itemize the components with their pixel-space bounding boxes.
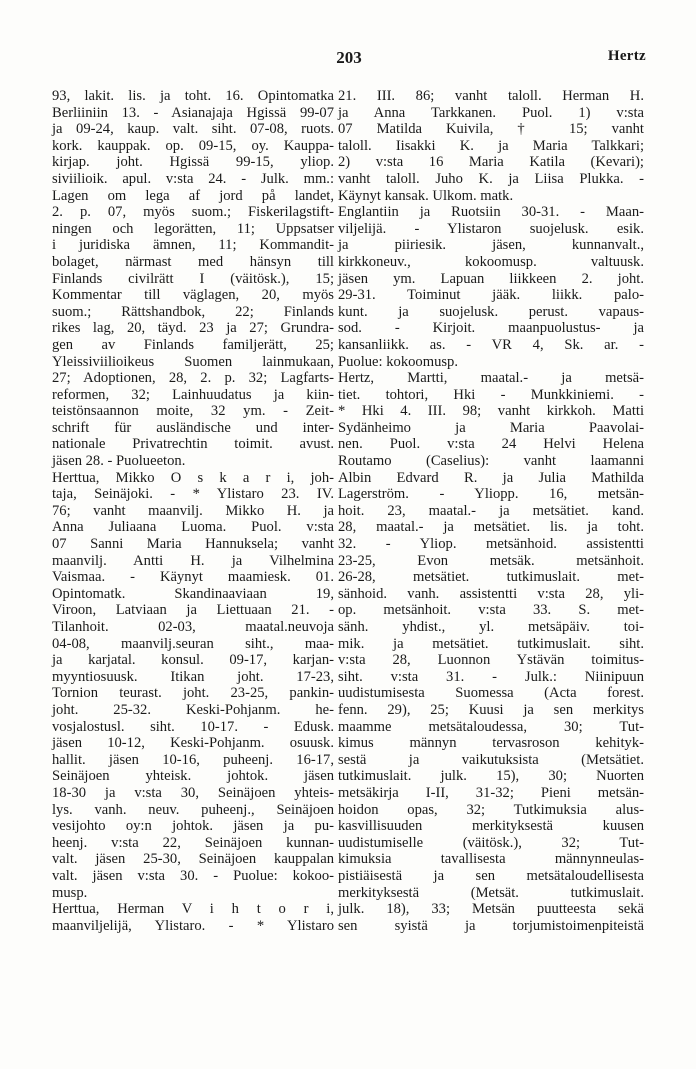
text-line: 2. p. 07, myös suom.; Fiskerilagstift- xyxy=(52,204,334,221)
text-line: Englantiin ja Ruotsiin 30-31. - Maan- xyxy=(338,204,644,221)
text-line: Opintomatk. Skandinaaviaan 19, xyxy=(52,585,334,602)
left-text-column xyxy=(52,88,334,934)
text-line: * Hki 4. III. 98; vanht kirkkoh. Matti xyxy=(338,403,644,420)
text-line: Tilanhoit. 02-03, maatal.neuvoja xyxy=(52,619,334,635)
text-line: v:sta 28, Luonnon Ystävän toimitus- xyxy=(338,652,644,669)
text-line: sänhoid. vanh. assistentti v:sta 28, yli- xyxy=(338,585,644,602)
text-line: Kommentar till väglagen, 20, myös xyxy=(52,287,334,304)
text-line: sen syistä ja torjumistoimenpiteistä xyxy=(338,917,644,934)
text-line: ja Anna Tarkkanen. Puol. 1) v:sta xyxy=(338,104,644,121)
text-line: sestä ja vaikutuksista (Metsätiet. xyxy=(338,751,644,768)
text-line: vanht taloll. Juho K. ja Liisa Plukka. - xyxy=(338,170,644,187)
text-line: kunt. ja suojelusk. perust. vapaus- xyxy=(338,303,644,320)
text-line: Tornion teurast. joht. 23-25, pankin- xyxy=(52,685,334,702)
text-line: Sydänheimo ja Maria Paavolai- xyxy=(338,419,644,436)
text-line: 07 Matilda Kuivila, † 15; vanht xyxy=(338,121,644,138)
text-line: viljelijä. - Ylistaron suojelusk. esik. xyxy=(338,220,644,237)
text-line: vesijohto oy:n johtok. jäsen ja pu- xyxy=(52,818,334,835)
text-line: kansanliikk. as. - VR 4, Sk. ar. - xyxy=(338,336,644,353)
text-line: Finlands civilrätt I (väitösk.), 15; xyxy=(52,270,334,287)
text-line: rikes lag, 20, täyd. 23 ja 27; Grundra- xyxy=(52,320,334,337)
text-line: valt. jäsen 25-30, Seinäjoen kauppalan xyxy=(52,851,334,868)
text-line: reformen, 32; Lainhuudatus ja kiin- xyxy=(52,386,334,403)
text-line: schrift für ausländische und inter- xyxy=(52,419,334,436)
text-line: kasvillisuuden merkityksestä kuusen xyxy=(338,818,644,835)
right-text-column xyxy=(338,88,644,934)
text-line: kork. kauppak. op. 09-15, oy. Kauppa- xyxy=(52,137,334,154)
text-line: myyntiosuusk. Itikan joht. 17-23, xyxy=(52,668,334,685)
text-line: uudistumiselle (väitösk.), 32; Tut- xyxy=(338,834,644,851)
text-line: maamme metsätaloudessa, 30; Tut- xyxy=(338,718,644,735)
text-line: ja karjatal. konsul. 09-17, karjan- xyxy=(52,652,334,669)
text-line: hallit. jäsen 10-16, puheenj. 16-17, xyxy=(52,751,334,768)
text-line: taja, Seinäjoki. - * Ylistaro 23. IV. xyxy=(52,486,334,503)
text-line: heenj. v:sta 22, Seinäjoen kunnan- xyxy=(52,834,334,851)
text-line: ja piiriesik. jäsen, kunnanvalt., xyxy=(338,237,644,254)
text-line: Puolue: kokoomusp. xyxy=(338,353,458,370)
text-line: Lagerström. - Yliopp. 16, metsän- xyxy=(338,486,644,503)
text-line: tutkimuslait. julk. 15), 30; Nuorten xyxy=(338,768,644,785)
text-line: 29-31. Toiminut jääk. liikk. palo- xyxy=(338,287,644,304)
text-line: lys. vanh. neuv. puheenj., Seinäjoen xyxy=(52,801,334,818)
text-line: Lagen om lega af jord på landet, xyxy=(52,187,334,204)
text-line: 18-30 ja v:sta 30, Seinäjoen yhteis- xyxy=(52,784,334,801)
text-line: 32. - Yliop. metsänhoid. assistentti xyxy=(338,536,644,553)
text-line: 27; Adoptionen, 28, 2. p. 32; Lagfarts- xyxy=(52,370,334,387)
page-header xyxy=(52,48,646,72)
text-line: 28, maatal.- ja metsätiet. lis. ja toht. xyxy=(338,519,644,536)
text-line: mik. ja metsätiet. tutkimuslait. siht. xyxy=(338,635,644,652)
text-line: julk. 18), 33; Metsän puutteesta sekä xyxy=(338,901,644,918)
text-line: hoidon opas, 32; Tutkimuksia alus- xyxy=(338,801,644,818)
text-line: fenn. 29), 25; Kuusi ja sen merkitys xyxy=(338,701,644,718)
text-line: Vaismaa. - Käynyt maamiesk. 01. xyxy=(52,569,334,586)
text-line: kirjap. joht. Hgissä 99-15, yliop. xyxy=(52,154,334,171)
text-line: jäsen ym. Lapuan liikkeen 2. joht. xyxy=(338,270,644,287)
text-line: teistönsaannon moite, 32 ym. - Zeit- xyxy=(52,403,334,420)
text-line: ningen och legorätten, 11; Uppsatser xyxy=(52,220,334,237)
text-line: merkityksestä (Metsät. tutkimuslait. xyxy=(338,884,644,901)
text-line: op. metsänhoit. v:sta 33. S. met- xyxy=(338,602,644,619)
text-line: musp. xyxy=(52,884,88,901)
text-line: Yleissiviilioikeus Suomen lainmukaan, xyxy=(52,353,334,370)
text-line: maanviljelijä, Ylistaro. - * Ylistaro xyxy=(52,917,334,934)
text-line: Herttua, Mikko O s k a r i, joh- xyxy=(52,469,334,486)
text-line: sänh. yhdist., yl. metsäpäiv. toi- xyxy=(338,619,644,635)
text-line: joht. 25-32. Keski-Pohjanm. he- xyxy=(52,701,334,718)
text-line: 04-08, maanvilj.seuran siht., maa- xyxy=(52,635,334,652)
text-line: sod. - Kirjoit. maanpuolustus- ja xyxy=(338,320,644,337)
text-line: vosjalostusl. siht. 10-17. - Edusk. xyxy=(52,718,334,735)
text-line: taloll. Iisakki K. ja Maria Talkkari; xyxy=(338,137,644,154)
text-line: ja 09-24, kaup. valt. siht. 07-08, ruots. xyxy=(52,121,334,138)
text-line: 93, lakit. lis. ja toht. 16. Opintomatka xyxy=(52,88,334,104)
text-line: 23-25, Evon metsäk. metsänhoit. xyxy=(338,552,644,569)
text-line: pistiäisestä ja sen metsätaloudellisesta xyxy=(338,867,644,884)
text-line: Herttua, Herman V i h t o r i, xyxy=(52,901,334,918)
text-line: 2) v:sta 16 Maria Katila (Kevari); xyxy=(338,154,644,171)
text-line: maanvilj. Antti H. ja Vilhelmina xyxy=(52,552,334,569)
text-line: siviilioik. apul. v:sta 24. - Julk. mm.: xyxy=(52,170,334,187)
text-line: suom.; Rättshandbok, 22; Finlands xyxy=(52,303,334,320)
text-line: kimus männyn tervasroson kehityk- xyxy=(338,735,644,752)
text-line: hoit. 23, maatal.- ja metsätiet. kand. xyxy=(338,502,644,519)
text-line: Routamo (Caselius): vanht laamanni xyxy=(338,453,644,470)
text-line: 26-28, metsätiet. tutkimuslait. met- xyxy=(338,569,644,586)
running-head: Hertz xyxy=(607,48,646,64)
text-line: Viroon, Latviaan ja Liettuaan 21. - xyxy=(52,602,334,619)
text-line: tiet. tohtori, Hki - Munkkiniemi. - xyxy=(338,386,644,403)
text-line: 21. III. 86; vanht taloll. Herman H. xyxy=(338,88,644,104)
text-line: 07 Sanni Maria Hannuksela; vanht xyxy=(52,536,334,553)
text-line: nationale Privatrechtin toimit. avust. xyxy=(52,436,334,453)
text-line: 76; vanht maanvilj. Mikko H. ja xyxy=(52,502,334,519)
text-line: valt. jäsen v:sta 30. - Puolue: kokoo- xyxy=(52,867,334,884)
text-line: Seinäjoen yhteisk. johtok. jäsen xyxy=(52,768,334,785)
text-line: Anna Juliaana Luoma. Puol. v:sta xyxy=(52,519,334,536)
text-line: Hertz, Martti, maatal.- ja metsä- xyxy=(338,370,644,387)
text-line: metsäkirja I-II, 31-32; Pieni metsän- xyxy=(338,784,644,801)
page-number: 203 xyxy=(336,48,362,67)
text-line: gen av Finlands familjerätt, 25; xyxy=(52,336,334,353)
text-line: Albin Edvard R. ja Julia Mathilda xyxy=(338,469,644,486)
text-line: jäsen 28. - Puolueeton. xyxy=(52,453,186,470)
text-line: uudistumisesta Suomessa (Acta forest. xyxy=(338,685,644,702)
text-line: bolaget, närmast med hänsyn till xyxy=(52,253,334,270)
text-line: kimuksia tavallisesta männynneulas- xyxy=(338,851,644,868)
text-line: kirkkoneuv., kokoomusp. valtuusk. xyxy=(338,253,644,270)
text-line: jäsen 10-12, Keski-Pohjanm. osuusk. xyxy=(52,735,334,752)
text-line: Berliiniin 13. - Asianajaja Hgissä 99-07 xyxy=(52,104,334,121)
text-line: nen. Puol. v:sta 24 Helvi Helena xyxy=(338,436,644,453)
text-line: i juridiska ämnen, 11; Kommandit- xyxy=(52,237,334,254)
text-line: Käynyt kansak. Ulkom. matk. xyxy=(338,187,514,204)
text-line: siht. v:sta 31. - Julk.: Niinipuun xyxy=(338,668,644,685)
